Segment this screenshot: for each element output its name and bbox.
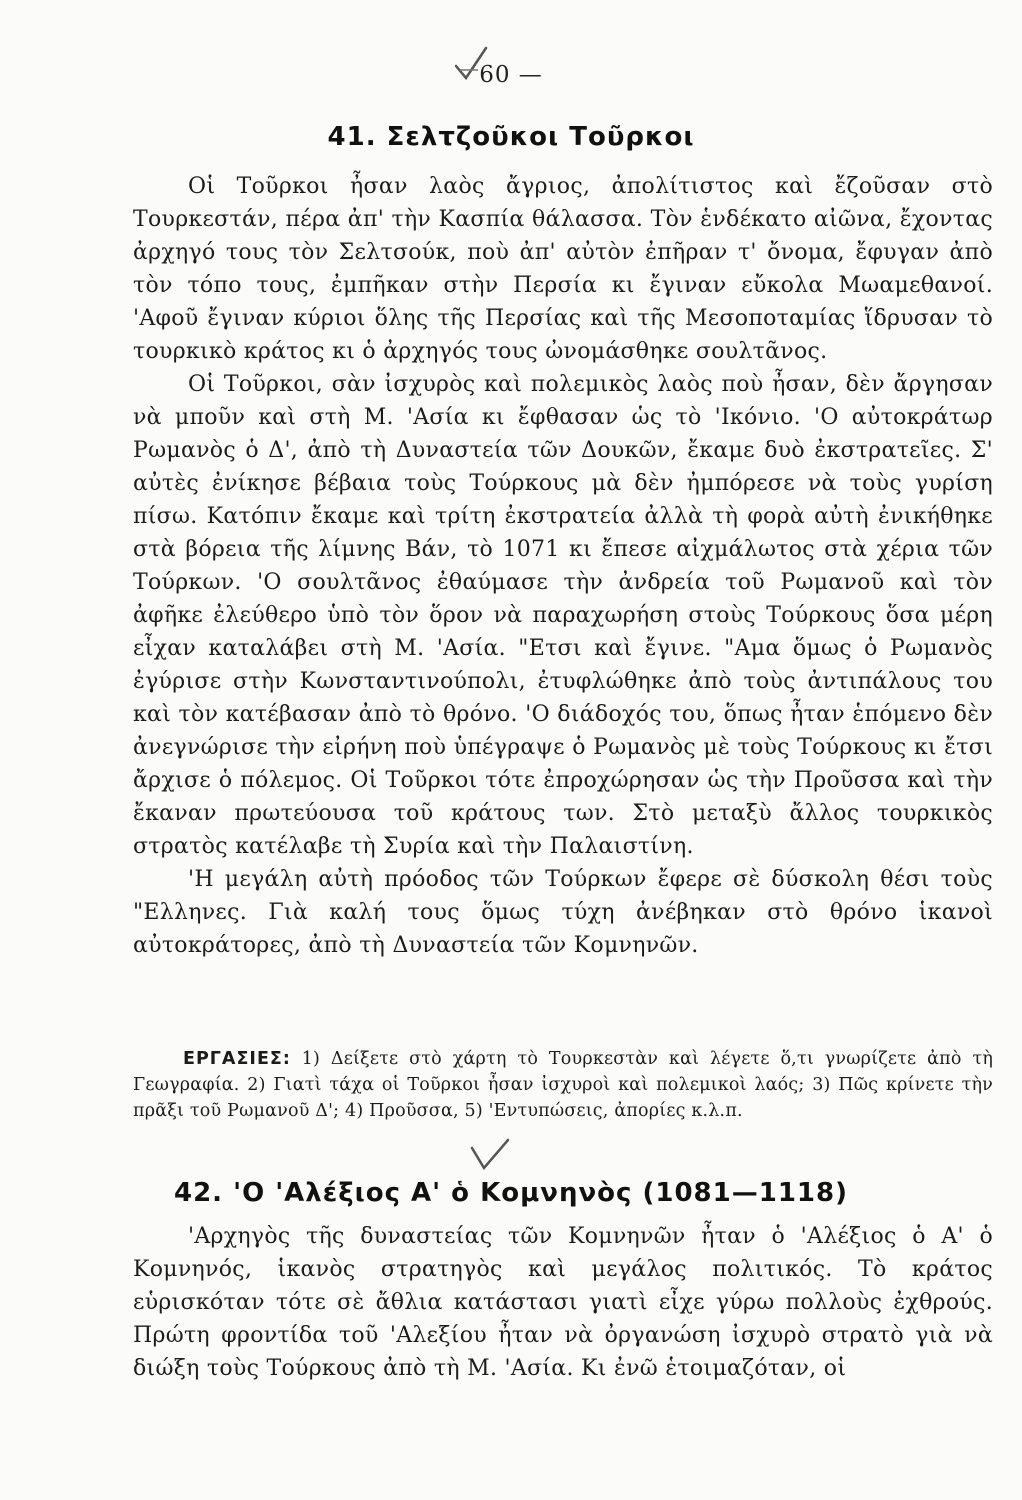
section-41-paragraph: 'Η μεγάλη αὐτὴ πρόοδος τῶν Τούρκων ἔφερε σὲ δύσκολη θέσι τοὺς "Ελληνες. Γιὰ καλή τους ὅμως τύχη ἀνέβηκαν στὸ θρόνο ἱκανοὶ αὐτοκράτορες, ἀπὸ τὴ Δυναστεία τῶν Κομνηνῶν. bbox=[133, 867, 993, 958]
section-42-title: 42. 'Ο 'Αλέξιος Α' ὁ Κομνηνὸς (1081—1118) bbox=[174, 1178, 848, 1208]
section-41-paragraph: Οἱ Τοῦρκοι ἦσαν λαὸς ἄγριος, ἀπολίτιστος καὶ ἔζοῦσαν στὸ Τουρκεστάν, πέρα ἀπ' τὴν Κασπία θάλασσα. Τὸν ἑνδέκατο αἰῶνα, ἔχοντας ἀρχηγό τους τὸν Σελτσούκ, ποὺ ἀπ' αὐτὸν ἐπῆραν τ' ὄνομα, ἔφυγαν ἀπὸ τὸν τόπο τους, ἐμπῆκαν στὴν Περσία κι ἔγιναν εὔκολα Μωαμεθανοί. 'Αφοῦ ἔγιναν κύριοι ὅλης τῆς Περσίας καὶ τῆς Μεσοποταμίας ἵδρυσαν τὸ τουρκικὸ κράτος κι ὁ ἀρχηγός τους ὠνομάσθηκε σουλτᾶνος. bbox=[133, 174, 993, 364]
page-number: 60 — bbox=[479, 62, 543, 88]
section-42-body bbox=[133, 1220, 993, 1385]
exercises-text: 1) Δείξετε στὸ χάρτη τὸ Τουρκεστὰν καὶ λέγετε ὅ,τι γνωρίζετε ἀπὸ τὴ Γεωγραφία. 2) Γιατὶ τάχα οἱ Τοῦρκοι ἦσαν ἰσχυροὶ καὶ πολεμικοὶ λαός; 3) Πῶς κρίνετε τὴν πρᾶξι τοῦ Ρωμανοῦ Δ'; 4) Προῦσσα, 5) 'Εντυπώσεις, ἀπορίες κ.λ.π. bbox=[133, 1049, 994, 1121]
exercises-paragraph bbox=[133, 1046, 993, 1124]
section-41-title: 41. Σελτζοῦκοι Τοῦρκοι bbox=[327, 122, 695, 152]
section-41-body bbox=[133, 170, 993, 962]
section-41-paragraph: Οἱ Τοῦρκοι, σὰν ἰσχυρὸς καὶ πολεμικὸς λαὸς ποὺ ἦσαν, δὲν ἄργησαν νὰ μποῦν καὶ στὴ Μ. 'Ασία κι ἔφθασαν ὡς τὸ 'Ικόνιο. 'Ο αὐτοκράτωρ Ρωμανὸς ὁ Δ', ἀπὸ τὴ Δυναστεία τῶν Δουκῶν, ἔκαμε δυὸ ἐκστρατεῖες. Σ' αὐτὲς ἐνίκησε βέβαια τοὺς Τούρκους μὰ δὲν ἠμπόρεσε νὰ τοὺς γυρίση πίσω. Κατόπιν ἔκαμε καὶ τρίτη ἐκστρατεία ἀλλὰ τὴ φορὰ αὐτὴ ἐνικήθηκε στὰ βόρεια τῆς λίμνης Βάν, τὸ 1071 κι ἔπεσε αἰχμάλωτος στὰ χέρια τῶν Τούρκων. 'Ο σουλτᾶνος ἐθαύμασε τὴν ἀνδρεία τοῦ Ρωμανοῦ καὶ τὸν ἀφῆκε ἐλεύθερο ὑπὸ τὸν ὅρον νὰ παραχωρήση στοὺς Τούρκους ὅσα μέρη εἶχαν καταλάβει στὴ Μ. 'Ασία. "Ετσι καὶ ἔγινε. "Αμα ὅμως ὁ Ρωμανὸς ἐγύρισε στὴν Κωνσταντινούπολι, ἐτυφλώθηκε ἀπὸ τοὺς ἀντιπάλους του καὶ τὸν κατέβασαν ἀπὸ τὸ θρόνο. 'Ο διάδοχός του, ὅπως ἦταν ἑπόμενο δὲν ἀνεγνώρισε τὴν εἰρήνη ποὺ ὑπέγραψε ὁ Ρωμανὸς μὲ τοὺς Τούρκους κι ἔτσι ἄρχισε ὁ πόλεμος. Οἱ Τοῦρκοι τότε ἐπροχώρησαν ὡς τὴν Προῦσσα καὶ τὴν ἔκαναν πρωτεύουσα τοῦ κράτους των. Στὸ μεταξὺ ἄλλος τουρκικὸς στρατὸς κατέλαβε τὴ Συρία καὶ τὴν Παλαιστίνη. bbox=[133, 372, 993, 859]
pencil-check-mark-icon bbox=[468, 1138, 512, 1174]
exercises-label: ΕΡΓΑΣΙΕΣ: bbox=[183, 1049, 291, 1069]
exercises-block bbox=[133, 1046, 993, 1124]
section-42-paragraph: 'Αρχηγὸς τῆς δυναστείας τῶν Κομνηνῶν ἦταν ὁ 'Αλέξιος ὁ Α' ὁ Κομνηνός, ἱκανὸς στρατηγὸς καὶ μεγάλος πολιτικός. Τὸ κράτος εὑρισκόταν τότε σὲ ἄθλια κατάστασι γιατὶ εἶχε γύρω πολλοὺς ἐχθρούς. Πρώτη φροντίδα τοῦ 'Αλεξίου ἦταν νὰ ὀργανώση ἰσχυρὸ στρατὸ γιὰ νὰ διώξη τοὺς Τούρκους ἀπὸ τὴ Μ. 'Ασία. Κι ἐνῶ ἑτοιμαζόταν, οἱ bbox=[133, 1224, 993, 1381]
